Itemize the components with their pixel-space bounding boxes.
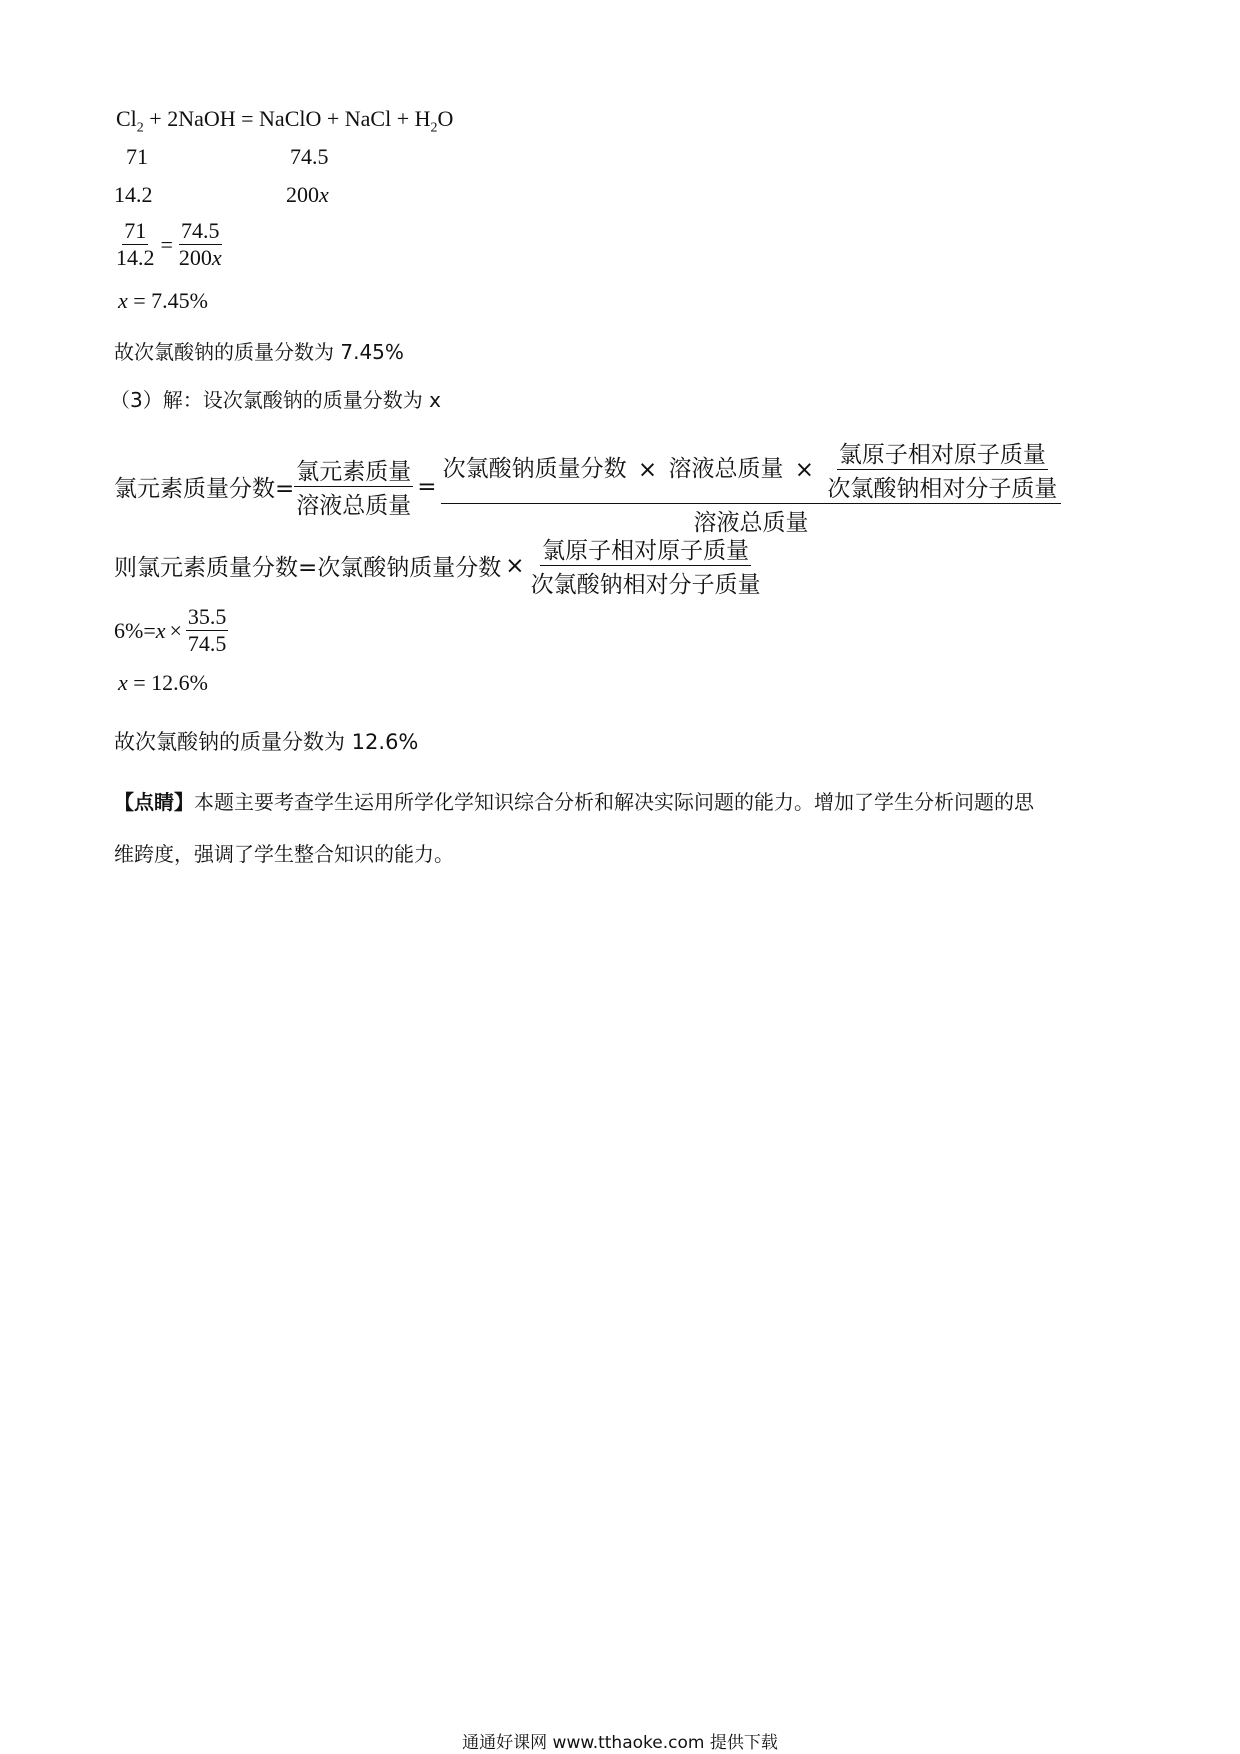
conclusion-part3: 故次氯酸钠的质量分数为 12.6%: [114, 730, 419, 754]
proportion-right-fraction: $\frac{74.5}{200x}$: [178, 218, 222, 270]
equation-cl-sub: 2: [136, 120, 144, 136]
formula1-inner-fraction: $\frac{\text{氯原子相对原子质量}}{\text{次氯酸钠相对分子质量}}$: [825, 436, 1059, 503]
given-mass: 14.2: [114, 182, 153, 207]
formula2-fraction: $\frac{\text{氯原子相对原子质量}}{\text{次氯酸钠相对分子质量}}$: [529, 532, 763, 599]
formula-chlorine-fraction: 氯元素质量分数= $\frac{\text{氯元素质量}}{\text{溶液总质量}}$ = 次氯酸钠质量分数 × 溶液总质量 × $\frac{\text{氯原子相对原子质量}}{\text{次氯酸钠相对分子质量}}$ 溶液总质量: [114, 436, 1061, 537]
formula3-fraction: $\frac{35.5}{74.5}$: [187, 604, 227, 656]
equation-tail: O: [437, 106, 454, 131]
formula1-fraction: $\frac{\text{氯元素质量}}{\text{溶液总质量}}$: [294, 453, 413, 520]
equation-cl: Cl: [116, 106, 137, 131]
formula1-big-fraction: 次氯酸钠质量分数 × 溶液总质量 × $\frac{\text{氯原子相对原子质量}}{\text{次氯酸钠相对分子质量}}$ 溶液总质量: [441, 436, 1062, 537]
comment-tag: 【点睛】: [114, 790, 194, 814]
equation-middle: + 2NaOH = NaClO + NaCl + H: [143, 106, 431, 131]
formula-substitution: 6%= x × $\frac{35.5}{74.5}$: [114, 604, 227, 656]
chemical-equation: [116, 106, 453, 136]
part3-heading: （3）解：设次氯酸钠的质量分数为 x: [110, 388, 441, 412]
comment-line-1: 【点睛】本题主要考查学生运用所学化学知识综合分析和解决实际问题的能力。增加了学生分析问题的思: [114, 790, 1034, 814]
equals-sign: =: [160, 231, 173, 257]
comment-line-2: 维跨度，强调了学生整合知识的能力。: [114, 842, 454, 866]
result-745: x = 7.45%: [118, 288, 208, 313]
proportion-equation: [114, 218, 224, 271]
molar-mass-nacl: 74.5: [290, 144, 329, 169]
equation-h-sub: 2: [430, 120, 438, 136]
result-126: x = 12.6%: [118, 670, 208, 695]
unknown-mass: 200x: [286, 182, 329, 207]
footer-text: 通通好课网 www.tthaoke.com 提供下载: [462, 1733, 778, 1753]
molar-mass-cl2: 71: [126, 144, 148, 169]
conclusion-part2: 故次氯酸钠的质量分数为 7.45%: [114, 340, 404, 364]
proportion-left-fraction: $\frac{71}{14.2}$: [116, 218, 155, 270]
formula1-label: 氯元素质量分数=: [114, 476, 295, 502]
formula-simplified: 则氯元素质量分数=次氯酸钠质量分数 × $\frac{\text{氯原子相对原子质量}}{\text{次氯酸钠相对分子质量}}$: [114, 532, 763, 599]
